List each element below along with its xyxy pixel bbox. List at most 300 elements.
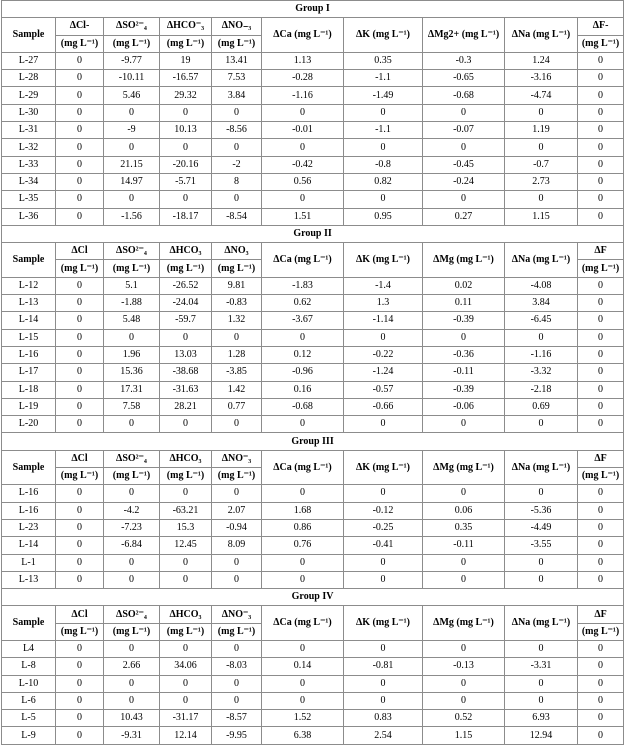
value-cell: 12.14 [160, 727, 212, 744]
unit-label: (mg L⁻¹) [578, 623, 624, 640]
value-cell: 13.41 [212, 52, 262, 69]
value-cell: 0.06 [423, 502, 505, 519]
value-cell: 0 [344, 191, 423, 208]
value-cell: 0 [578, 295, 624, 312]
sample-id-cell: L-16 [2, 502, 56, 519]
value-cell: 0 [56, 295, 104, 312]
value-cell: 10.13 [160, 122, 212, 139]
sample-id-cell: L-36 [2, 208, 56, 225]
value-cell: -1.88 [104, 295, 160, 312]
value-cell: 0 [56, 727, 104, 744]
value-cell: 0 [56, 710, 104, 727]
value-cell: -4.49 [505, 519, 578, 536]
unit-label: (mg L⁻¹) [578, 35, 624, 52]
value-cell: 0 [212, 692, 262, 709]
value-cell: -0.07 [423, 122, 505, 139]
column-header: ΔCa (mg L⁻¹) [262, 18, 344, 53]
sample-column-header: Sample [2, 18, 56, 53]
value-cell: 0 [56, 312, 104, 329]
value-cell: 0 [578, 710, 624, 727]
value-cell: 0 [423, 692, 505, 709]
value-cell: 1.24 [505, 52, 578, 69]
value-cell: 0 [56, 658, 104, 675]
value-cell: -0.13 [423, 658, 505, 675]
value-cell: -38.68 [160, 364, 212, 381]
value-cell: -3.16 [505, 70, 578, 87]
value-cell: 0.27 [423, 208, 505, 225]
value-cell: 0 [423, 416, 505, 433]
value-cell: 0 [56, 485, 104, 502]
table-row [2, 502, 624, 519]
value-cell: 0 [578, 416, 624, 433]
value-cell: 0.83 [344, 710, 423, 727]
column-header: ΔSO²⁻₄ [104, 606, 160, 623]
value-cell: 0 [578, 658, 624, 675]
value-cell: -16.57 [160, 70, 212, 87]
value-cell: -7.23 [104, 519, 160, 536]
column-header: ΔF [578, 243, 624, 260]
value-cell: 8 [212, 173, 262, 190]
value-cell: 0 [344, 640, 423, 657]
value-cell: 0 [423, 554, 505, 571]
unit-label: (mg L⁻¹) [160, 260, 212, 277]
column-header: ΔMg2+ (mg L⁻¹) [423, 18, 505, 53]
value-cell: 5.1 [104, 277, 160, 294]
value-cell: 21.15 [104, 156, 160, 173]
value-cell: 0 [160, 675, 212, 692]
value-cell: 1.19 [505, 122, 578, 139]
value-cell: 0 [56, 277, 104, 294]
sample-id-cell: L-17 [2, 364, 56, 381]
value-cell: -0.01 [262, 122, 344, 139]
group-title-row [2, 589, 624, 606]
value-cell: -0.39 [423, 381, 505, 398]
value-cell: 0.69 [505, 398, 578, 415]
column-header: ΔHCO₃ [160, 450, 212, 467]
value-cell: 0 [423, 675, 505, 692]
value-cell: 0 [212, 139, 262, 156]
unit-label: (mg L⁻¹) [160, 623, 212, 640]
value-cell: 1.51 [262, 208, 344, 225]
column-header: ΔK (mg L⁻¹) [344, 18, 423, 53]
group-title: Group III [2, 433, 624, 450]
value-cell: -4.74 [505, 87, 578, 104]
value-cell: 0.77 [212, 398, 262, 415]
value-cell: -3.55 [505, 537, 578, 554]
table-row [2, 70, 624, 87]
value-cell: -0.57 [344, 381, 423, 398]
value-cell: 0 [56, 640, 104, 657]
value-cell: 12.45 [160, 537, 212, 554]
table-row [2, 173, 624, 190]
sample-id-cell: L-28 [2, 70, 56, 87]
value-cell: -1.24 [344, 364, 423, 381]
sample-id-cell: L-6 [2, 692, 56, 709]
value-cell: 7.58 [104, 398, 160, 415]
value-cell: -59.7 [160, 312, 212, 329]
value-cell: 0.14 [262, 658, 344, 675]
sample-id-cell: L-10 [2, 675, 56, 692]
value-cell: -31.63 [160, 381, 212, 398]
value-cell: 29.32 [160, 87, 212, 104]
value-cell: -20.16 [160, 156, 212, 173]
value-cell: 0 [505, 640, 578, 657]
column-header: ΔNa (mg L⁻¹) [505, 18, 578, 53]
sample-id-cell: L-34 [2, 173, 56, 190]
value-cell: 0 [578, 312, 624, 329]
unit-label: (mg L⁻¹) [56, 468, 104, 485]
value-cell: 0 [578, 173, 624, 190]
table-row [2, 640, 624, 657]
value-cell: 0.76 [262, 537, 344, 554]
table-row [2, 658, 624, 675]
column-header: ΔHCO⁻₃ [160, 18, 212, 35]
value-cell: 0 [56, 571, 104, 588]
value-cell: 0 [578, 519, 624, 536]
column-header: ΔSO²⁻₄ [104, 243, 160, 260]
value-cell: 5.48 [104, 312, 160, 329]
value-cell: 0 [578, 277, 624, 294]
value-cell: 0 [262, 692, 344, 709]
value-cell: -6.45 [505, 312, 578, 329]
value-cell: 0 [423, 104, 505, 121]
sample-column-header: Sample [2, 450, 56, 485]
value-cell: 0 [344, 554, 423, 571]
value-cell: 0 [578, 208, 624, 225]
value-cell: 0 [212, 329, 262, 346]
column-header: ΔNO₃ [212, 243, 262, 260]
table-row [2, 537, 624, 554]
sample-id-cell: L-33 [2, 156, 56, 173]
column-header: ΔCa (mg L⁻¹) [262, 606, 344, 641]
value-cell: -0.41 [344, 537, 423, 554]
value-cell: 0.82 [344, 173, 423, 190]
value-cell: 0 [104, 571, 160, 588]
value-cell: 0 [160, 554, 212, 571]
value-cell: 0 [56, 692, 104, 709]
value-cell: 0 [56, 346, 104, 363]
value-cell: -5.71 [160, 173, 212, 190]
value-cell: 1.32 [212, 312, 262, 329]
group-title-row [2, 1, 624, 18]
value-cell: 12.94 [505, 727, 578, 744]
value-cell: 7.53 [212, 70, 262, 87]
value-cell: 0 [344, 675, 423, 692]
value-cell: 0 [262, 104, 344, 121]
value-cell: 0 [505, 416, 578, 433]
value-cell: 8.09 [212, 537, 262, 554]
value-cell: -0.06 [423, 398, 505, 415]
unit-label: (mg L⁻¹) [212, 35, 262, 52]
value-cell: 0 [578, 727, 624, 744]
value-cell: 0 [262, 416, 344, 433]
value-cell: -9.31 [104, 727, 160, 744]
value-cell: 10.43 [104, 710, 160, 727]
value-cell: 15.3 [160, 519, 212, 536]
table-row [2, 416, 624, 433]
table-row [2, 571, 624, 588]
column-header: ΔF [578, 450, 624, 467]
value-cell: 0.35 [423, 519, 505, 536]
column-header: ΔCa (mg L⁻¹) [262, 450, 344, 485]
column-header: ΔF- [578, 18, 624, 35]
value-cell: 0 [505, 554, 578, 571]
value-cell: 0 [56, 208, 104, 225]
column-header: ΔHCO₃ [160, 606, 212, 623]
column-header: ΔK (mg L⁻¹) [344, 450, 423, 485]
unit-label: (mg L⁻¹) [56, 623, 104, 640]
value-cell: 0 [56, 87, 104, 104]
value-cell: -0.11 [423, 364, 505, 381]
value-cell: 0 [344, 485, 423, 502]
value-cell: -0.24 [423, 173, 505, 190]
value-cell: 0 [262, 191, 344, 208]
column-header: ΔMg (mg L⁻¹) [423, 606, 505, 641]
value-cell: 0 [505, 571, 578, 588]
column-header: ΔNO₋₃ [212, 18, 262, 35]
value-cell: -24.04 [160, 295, 212, 312]
value-cell: -0.11 [423, 537, 505, 554]
column-header: ΔK (mg L⁻¹) [344, 243, 423, 278]
group-title-row [2, 433, 624, 450]
sample-id-cell: L-16 [2, 485, 56, 502]
sample-id-cell: L-9 [2, 727, 56, 744]
sample-id-cell: L-14 [2, 312, 56, 329]
unit-label: (mg L⁻¹) [578, 468, 624, 485]
value-cell: -10.11 [104, 70, 160, 87]
column-header: ΔSO²⁻₄ [104, 18, 160, 35]
value-cell: -1.56 [104, 208, 160, 225]
value-cell: 0 [578, 346, 624, 363]
value-cell: 0 [578, 640, 624, 657]
unit-label: (mg L⁻¹) [56, 260, 104, 277]
value-cell: 0 [262, 485, 344, 502]
column-header: ΔCl [56, 606, 104, 623]
value-cell: 0 [104, 554, 160, 571]
sample-column-header: Sample [2, 243, 56, 278]
value-cell: 0 [212, 485, 262, 502]
group-title: Group II [2, 225, 624, 242]
value-cell: 0 [505, 675, 578, 692]
value-cell: -1.16 [262, 87, 344, 104]
value-cell: 34.06 [160, 658, 212, 675]
value-cell: 1.28 [212, 346, 262, 363]
value-cell: 1.42 [212, 381, 262, 398]
value-cell: 0 [56, 675, 104, 692]
value-cell: 0 [578, 139, 624, 156]
value-cell: -4.08 [505, 277, 578, 294]
value-cell: -4.2 [104, 502, 160, 519]
value-cell: 0 [56, 104, 104, 121]
table-row [2, 312, 624, 329]
value-cell: -1.83 [262, 277, 344, 294]
value-cell: 0 [578, 364, 624, 381]
sample-id-cell: L4 [2, 640, 56, 657]
value-cell: -1.1 [344, 122, 423, 139]
value-cell: -1.49 [344, 87, 423, 104]
value-cell: 0 [160, 139, 212, 156]
value-cell: -9.95 [212, 727, 262, 744]
value-cell: 0 [56, 416, 104, 433]
column-header: ΔNa (mg L⁻¹) [505, 243, 578, 278]
table-row [2, 122, 624, 139]
value-cell: 0 [578, 87, 624, 104]
value-cell: 0 [578, 70, 624, 87]
value-cell: 0 [56, 537, 104, 554]
value-cell: 0 [578, 675, 624, 692]
value-cell: 0 [56, 52, 104, 69]
value-cell: 0 [262, 329, 344, 346]
table-row [2, 52, 624, 69]
unit-label: (mg L⁻¹) [160, 35, 212, 52]
value-cell: -0.25 [344, 519, 423, 536]
value-cell: 28.21 [160, 398, 212, 415]
value-cell: 0 [212, 640, 262, 657]
table-row [2, 485, 624, 502]
value-cell: 0.11 [423, 295, 505, 312]
table-row [2, 104, 624, 121]
unit-label: (mg L⁻¹) [212, 623, 262, 640]
sample-id-cell: L-13 [2, 295, 56, 312]
sample-id-cell: L-13 [2, 571, 56, 588]
sample-id-cell: L-29 [2, 87, 56, 104]
value-cell: 1.52 [262, 710, 344, 727]
value-cell: 0 [344, 692, 423, 709]
column-header-row [2, 606, 624, 623]
value-cell: 2.73 [505, 173, 578, 190]
value-cell: -0.81 [344, 658, 423, 675]
sample-id-cell: L-5 [2, 710, 56, 727]
table-row [2, 156, 624, 173]
value-cell: -63.21 [160, 502, 212, 519]
value-cell: -3.32 [505, 364, 578, 381]
value-cell: -8.54 [212, 208, 262, 225]
column-header: ΔNa (mg L⁻¹) [505, 606, 578, 641]
column-header: ΔMg (mg L⁻¹) [423, 243, 505, 278]
value-cell: 0 [56, 502, 104, 519]
value-cell: 6.93 [505, 710, 578, 727]
value-cell: 0.86 [262, 519, 344, 536]
value-cell: -0.68 [423, 87, 505, 104]
column-header: ΔCl [56, 243, 104, 260]
value-cell: -0.7 [505, 156, 578, 173]
value-cell: -8.57 [212, 710, 262, 727]
value-cell: 0 [578, 554, 624, 571]
column-header: ΔCl- [56, 18, 104, 35]
sample-id-cell: L-35 [2, 191, 56, 208]
value-cell: 0.95 [344, 208, 423, 225]
value-cell: 0 [160, 104, 212, 121]
column-header-row [2, 450, 624, 467]
value-cell: 0 [56, 329, 104, 346]
value-cell: -0.28 [262, 70, 344, 87]
value-cell: -9.77 [104, 52, 160, 69]
value-cell: 0 [160, 191, 212, 208]
value-cell: 0 [505, 329, 578, 346]
value-cell: 0 [104, 139, 160, 156]
value-cell: 0 [56, 139, 104, 156]
table-row [2, 346, 624, 363]
value-cell: -5.36 [505, 502, 578, 519]
value-cell: -8.56 [212, 122, 262, 139]
value-cell: 0 [160, 692, 212, 709]
value-cell: 0 [104, 104, 160, 121]
value-cell: -1.1 [344, 70, 423, 87]
table-row [2, 710, 624, 727]
table-row [2, 675, 624, 692]
value-cell: -1.14 [344, 312, 423, 329]
value-cell: -0.39 [423, 312, 505, 329]
sample-id-cell: L-18 [2, 381, 56, 398]
value-cell: 0 [578, 692, 624, 709]
table-row [2, 329, 624, 346]
value-cell: 0 [160, 416, 212, 433]
value-cell: 0 [505, 191, 578, 208]
value-cell: 0 [262, 554, 344, 571]
table-row [2, 364, 624, 381]
table-row [2, 381, 624, 398]
value-cell: 3.84 [212, 87, 262, 104]
value-cell: 0 [578, 571, 624, 588]
value-cell: 0 [344, 571, 423, 588]
value-cell: -6.84 [104, 537, 160, 554]
column-header-row [2, 243, 624, 260]
unit-label: (mg L⁻¹) [212, 260, 262, 277]
value-cell: -0.68 [262, 398, 344, 415]
value-cell: 0 [578, 537, 624, 554]
value-cell: 0.16 [262, 381, 344, 398]
value-cell: -0.22 [344, 346, 423, 363]
column-header: ΔCa (mg L⁻¹) [262, 243, 344, 278]
value-cell: 0 [505, 485, 578, 502]
column-header: ΔNO⁻₃ [212, 450, 262, 467]
value-cell: 0 [578, 485, 624, 502]
value-cell: 17.31 [104, 381, 160, 398]
column-header-row [2, 18, 624, 35]
value-cell: 0 [578, 52, 624, 69]
table-row [2, 191, 624, 208]
sample-id-cell: L-8 [2, 658, 56, 675]
value-cell: 0 [423, 640, 505, 657]
value-cell: 0 [160, 329, 212, 346]
value-cell: 13.03 [160, 346, 212, 363]
value-cell: 0.62 [262, 295, 344, 312]
value-cell: -0.12 [344, 502, 423, 519]
unit-label: (mg L⁻¹) [578, 260, 624, 277]
value-cell: 0 [104, 191, 160, 208]
value-cell: 0 [56, 381, 104, 398]
value-cell: 0 [212, 104, 262, 121]
group-title: Group IV [2, 589, 624, 606]
sample-id-cell: L-20 [2, 416, 56, 433]
value-cell: 1.15 [423, 727, 505, 744]
value-cell: 0 [56, 173, 104, 190]
value-cell: -1.16 [505, 346, 578, 363]
value-cell: 0 [578, 156, 624, 173]
value-cell: 0 [505, 692, 578, 709]
value-cell: 0 [262, 675, 344, 692]
value-cell: 0 [56, 191, 104, 208]
value-cell: -0.96 [262, 364, 344, 381]
value-cell: 0 [578, 502, 624, 519]
value-cell: -0.94 [212, 519, 262, 536]
value-cell: 0 [578, 122, 624, 139]
unit-label: (mg L⁻¹) [56, 35, 104, 52]
value-cell: 0 [344, 139, 423, 156]
value-cell: 0 [423, 139, 505, 156]
value-cell: 0 [262, 640, 344, 657]
table-row [2, 295, 624, 312]
